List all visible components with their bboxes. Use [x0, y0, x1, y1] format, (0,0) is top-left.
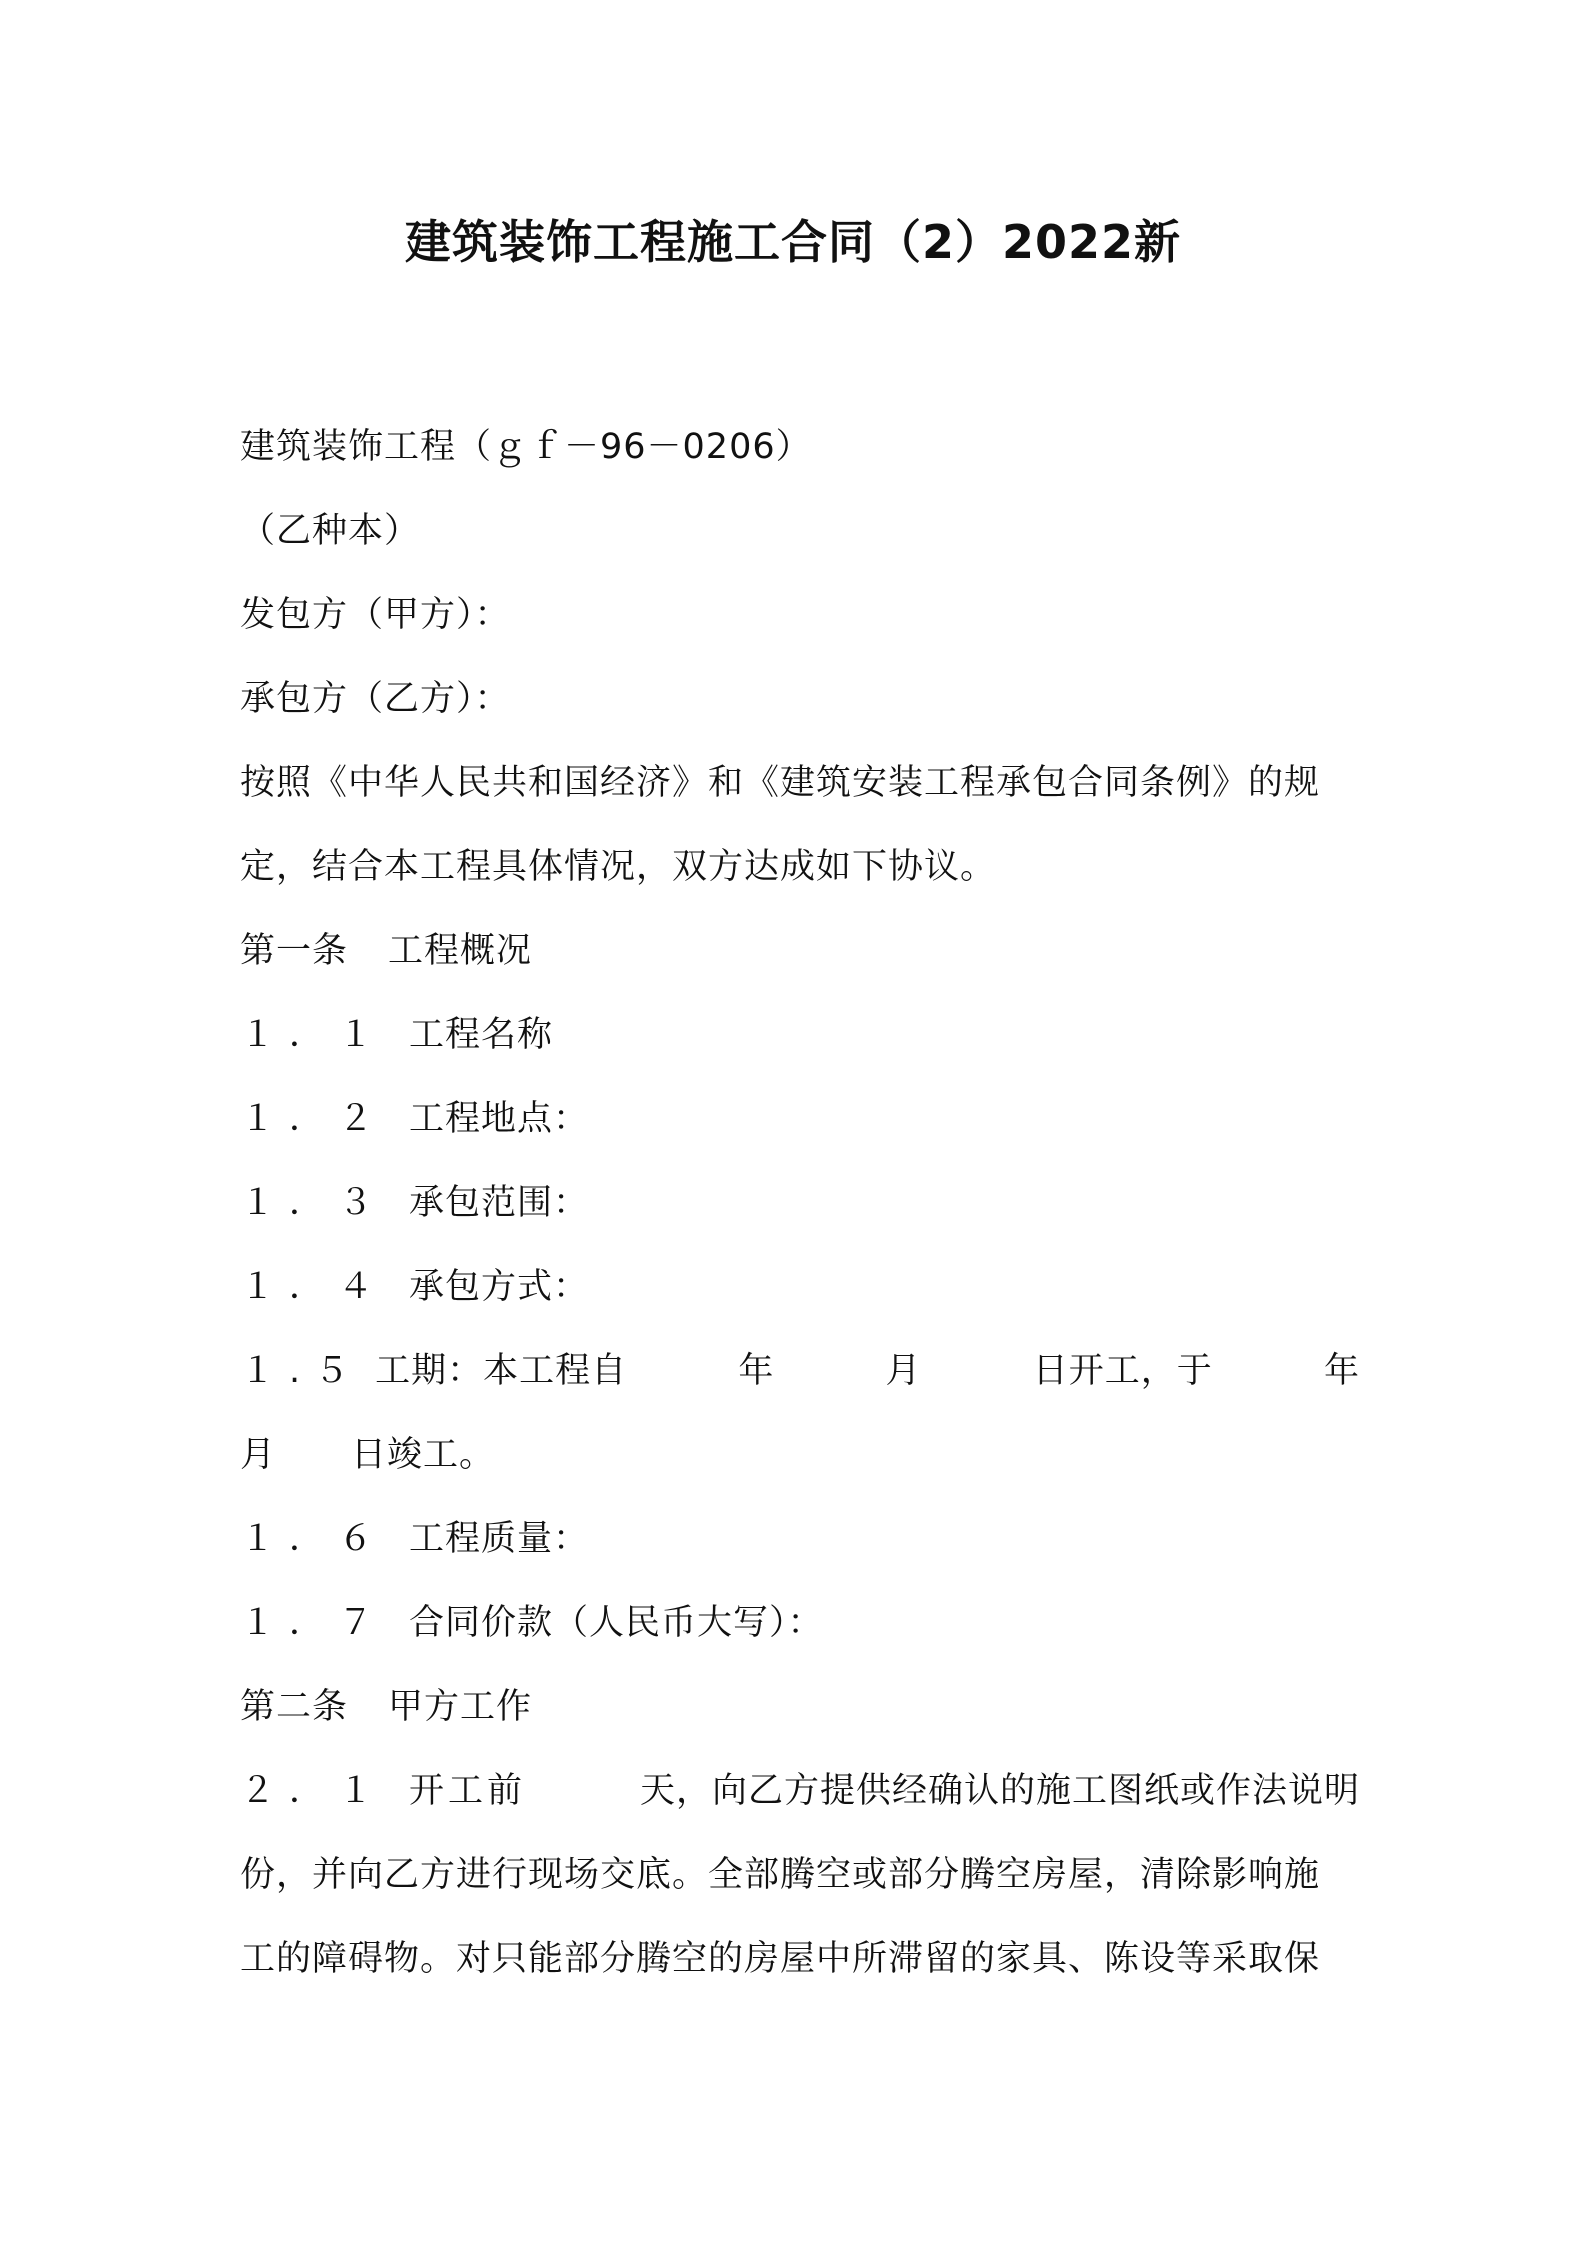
- clause-2-1-line-3: 工的障碍物。对只能部分腾空的房屋中所滞留的家具、陈设等采取保: [240, 1939, 1321, 1979]
- clause-1-6-text: 工程质量：: [409, 1519, 590, 1559]
- document-body: [240, 405, 1360, 2001]
- clause-2-1-text-a: 开工前: [409, 1771, 527, 1811]
- clause-1-3-text: 承包范围：: [409, 1183, 590, 1223]
- clause-1-2: [240, 1077, 1360, 1161]
- document-title: 建筑装饰工程施工合同（2）2022新: [404, 215, 1182, 269]
- clause-1-4-text: 承包方式：: [409, 1267, 590, 1307]
- clause-2-1: [240, 1749, 1360, 1833]
- preamble-line-1: 按照《中华人民共和国经济》和《建筑安装工程承包合同条例》的规: [240, 763, 1321, 803]
- clause-1-7-text: 合同价款（人民币大写）：: [409, 1603, 824, 1643]
- clause-1-2-number: １．２: [240, 1099, 388, 1139]
- clause-1-5-year-end: 年: [1323, 1351, 1360, 1391]
- clause-1-5-year: 年: [738, 1351, 775, 1391]
- party-a-line: 发包方（甲方）：: [240, 595, 511, 635]
- clause-1-5-month-end: 月: [240, 1435, 277, 1475]
- clause-1-7-number: １．７: [240, 1603, 388, 1643]
- clause-1-1: [240, 993, 1360, 1077]
- clause-1-5: [240, 1329, 1360, 1413]
- clause-1-3: [240, 1161, 1360, 1245]
- clause-1-2-text: 工程地点：: [409, 1099, 590, 1139]
- clause-1-6: [240, 1497, 1360, 1581]
- clause-1-5-completion: 日竣工。: [351, 1435, 496, 1475]
- clause-1-5-number: １.５: [240, 1351, 364, 1391]
- contract-code-line: 建筑装饰工程（ｇｆ－96－0206）: [240, 427, 812, 467]
- clause-1-1-text: 工程名称: [409, 1015, 554, 1055]
- article-2-label: 第二条: [240, 1687, 349, 1727]
- clause-1-5-continued: [240, 1413, 1360, 1497]
- clause-2-1-line-2: 份，并向乙方进行现场交底。全部腾空或部分腾空房屋，清除影响施: [240, 1855, 1321, 1895]
- clause-1-5-month: 月: [885, 1351, 922, 1391]
- clause-1-5-text: 工期：本工程自: [375, 1351, 628, 1391]
- preamble-line-2: 定，结合本工程具体情况，双方达成如下协议。: [240, 847, 997, 887]
- clause-2-1-text-b: 天，向乙方提供经确认的施工图纸或作法说明: [639, 1771, 1360, 1811]
- clause-2-1-number: ２．１: [240, 1771, 388, 1811]
- article-1-heading: [240, 909, 1360, 993]
- clause-1-4: [240, 1245, 1360, 1329]
- article-2-title: 甲方工作: [388, 1687, 533, 1727]
- edition-line: （乙种本）: [240, 511, 421, 551]
- article-2-heading: [240, 1665, 1360, 1749]
- clause-2-1-lead: [240, 1749, 526, 1833]
- clause-1-1-number: １．１: [240, 1015, 388, 1055]
- party-b-line: 承包方（乙方）：: [240, 679, 511, 719]
- article-1-label: 第一条: [240, 931, 349, 971]
- clause-1-4-number: １．４: [240, 1267, 388, 1307]
- clause-1-7: [240, 1581, 1360, 1665]
- clause-1-5-day-start: 日开工，于: [1032, 1351, 1213, 1391]
- clause-1-3-number: １．３: [240, 1183, 388, 1223]
- article-1-title: 工程概况: [388, 931, 533, 971]
- clause-1-5-lead: [240, 1329, 627, 1413]
- clause-1-6-number: １．６: [240, 1519, 388, 1559]
